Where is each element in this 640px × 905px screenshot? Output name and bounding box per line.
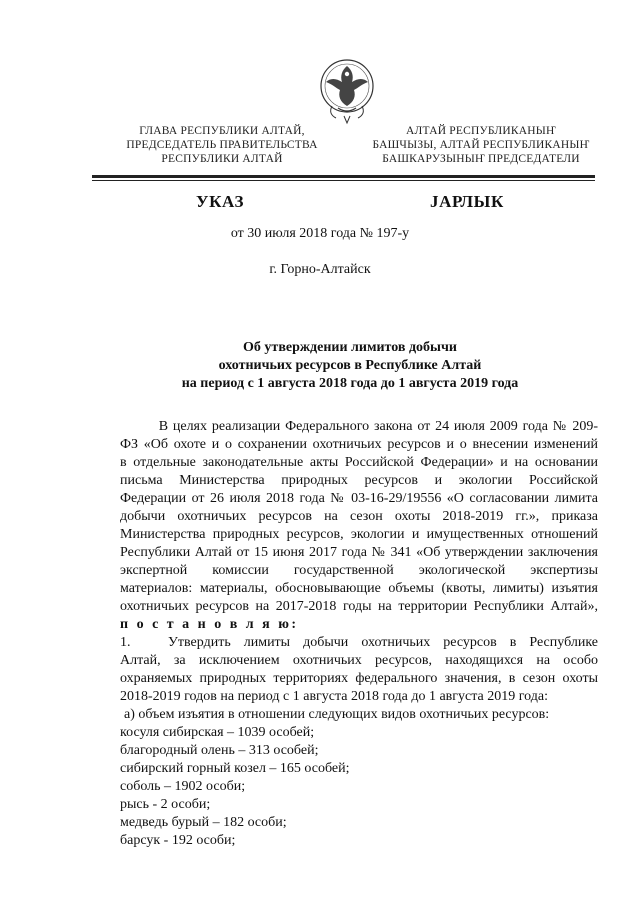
header-right-line: БАШКАРУЗЫНЫҤ ПРЕДСЕДАТЕЛИ — [382, 153, 580, 165]
species-list-item: соболь – 1902 особи; — [120, 779, 246, 794]
item-1-line: охраняемых природных территориях федерального значения, в сезон охоты — [120, 671, 598, 686]
postanovlyayu-label: п о с т а н о в л я ю: — [120, 617, 299, 632]
preamble-line: материалов: материалы, обосновывающие объемы (квоты, лимиты) изъятия — [120, 581, 598, 596]
header-right-line: БАШЧЫЗЫ, АЛТАЙ РЕСПУБЛИКАНЫҤ — [372, 139, 590, 151]
document-date-number: от 30 июля 2018 года № 197-у — [230, 226, 410, 241]
preamble-line: экспертной комиссии государственной экологической экспертизы — [120, 563, 598, 578]
header-left-block — [92, 124, 352, 166]
item-1-line: 2018-2019 годов на период с 1 августа 2018 года до 1 августа 2019 года: — [120, 689, 548, 704]
species-list-item: сибирский горный козел – 165 особей; — [120, 761, 350, 776]
heading-line: охотничьих ресурсов в Республике Алтай — [218, 358, 482, 373]
heading-line: Об утверждении лимитов добычи — [243, 340, 457, 355]
item-1-number — [120, 634, 168, 652]
preamble-line: добычи охотничьих ресурсов на сезон охоты 2018-2019 гг.», приказа — [120, 509, 598, 524]
item-1-first-line — [120, 634, 598, 652]
preamble-line: Республики Алтай от 15 июня 2017 года № 341 «Об утверждении заключения — [120, 545, 598, 560]
header-divider-thin — [92, 180, 595, 181]
preamble-line: Федерации от 26 июля 2018 года № 03-16-29/19556 «О согласовании лимита — [120, 491, 598, 506]
header-left-line: РЕСПУБЛИКИ АЛТАЙ — [161, 153, 283, 165]
subitem-a: а) объем изъятия в отношении следующих видов охотничьих ресурсов: — [124, 707, 550, 722]
preamble-line: охотничьих ресурсов на 2017-2018 годы на территории Республики Алтай», — [120, 599, 598, 614]
species-list-item: благородный олень – 313 особей; — [120, 743, 319, 758]
preamble-line: Министерства природных ресурсов, экологии и имущественных отношений — [120, 527, 598, 542]
species-list-item: рысь - 2 особи; — [120, 797, 211, 812]
document-heading — [120, 339, 580, 393]
header-right-block — [352, 124, 610, 166]
header-divider-thick — [92, 175, 595, 178]
item-1-line: Алтай, за исключением охотничьих ресурсов, находящихся на особо — [120, 653, 598, 668]
species-list-item: барсук - 192 особи; — [120, 833, 236, 848]
item-1-text-start: Утвердить лимиты добычи охотничьих ресурсов в Республике — [168, 635, 598, 650]
document-body — [120, 418, 598, 850]
species-list-item: медведь бурый – 182 особи; — [120, 815, 287, 830]
document-type-title-altai: ЈАРЛЫК — [430, 192, 504, 211]
coat-of-arms-icon — [318, 56, 376, 126]
header-left-line: ПРЕДСЕДАТЕЛЬ ПРАВИТЕЛЬСТВА — [126, 139, 318, 151]
heading-line: на период с 1 августа 2018 года до 1 августа 2019 года — [181, 376, 519, 391]
species-list-item: косуля сибирская – 1039 особей; — [120, 725, 315, 740]
document-place: г. Горно-Алтайск — [269, 262, 371, 277]
header-right-line: АЛТАЙ РЕСПУБЛИКАНЫҤ — [406, 125, 556, 137]
document-type-title: УКАЗ — [196, 192, 245, 211]
preamble-line: в отдельные законодательные акты Российской Федерации» и на основании — [120, 455, 598, 470]
header-left-line: ГЛАВА РЕСПУБЛИКИ АЛТАЙ, — [139, 125, 305, 137]
preamble-line: ФЗ «Об охоте и о сохранении охотничьих ресурсов и о внесении изменений — [120, 437, 598, 452]
preamble-line: В целях реализации Федерального закона от 24 июля 2009 года № 209- — [120, 419, 598, 434]
preamble-line: письма Министерства природных ресурсов и экологии Российской — [120, 473, 598, 488]
item-1-number-text: 1. — [120, 635, 131, 650]
